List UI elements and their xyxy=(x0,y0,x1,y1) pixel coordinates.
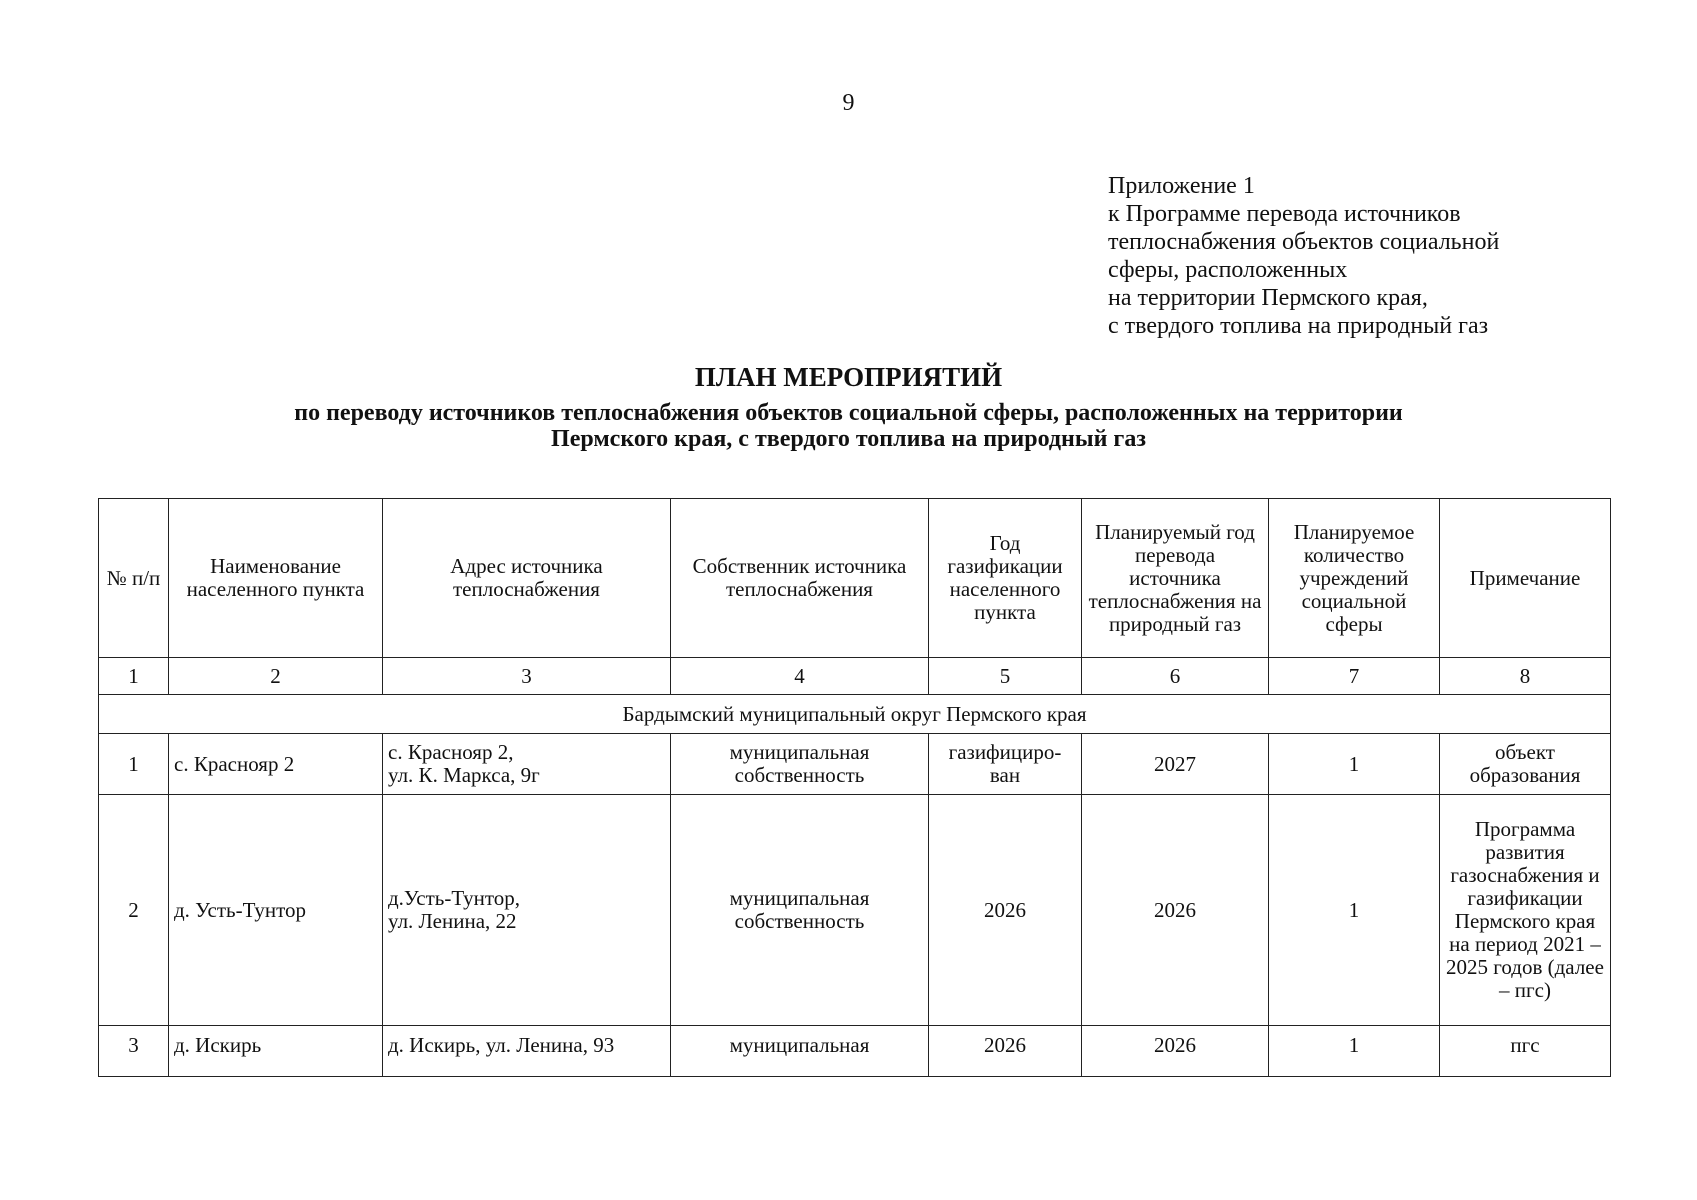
header-num: № п/п xyxy=(99,499,169,658)
appendix-line: к Программе перевода источников xyxy=(1108,201,1461,227)
header-count: Планируемое количество учреждений социальной сферы xyxy=(1269,499,1440,658)
appendix-line: на территории Пермского края, xyxy=(1108,285,1428,311)
column-number: 6 xyxy=(1082,658,1269,695)
row-num: 2 xyxy=(99,795,169,1026)
group-row xyxy=(99,695,1611,734)
gas-year-line: ван xyxy=(989,763,1021,787)
column-number-row xyxy=(99,658,1611,695)
row-note: объект образования xyxy=(1440,734,1611,795)
subtitle-line: Пермского края, с твердого топлива на природный газ xyxy=(551,426,1146,452)
column-number: 1 xyxy=(99,658,169,695)
appendix-block xyxy=(1108,172,1499,340)
row-count: 1 xyxy=(1269,734,1440,795)
column-number: 5 xyxy=(929,658,1082,695)
address-line: ул. К. Маркса, 9г xyxy=(388,763,540,787)
address-line: ул. Ленина, 22 xyxy=(388,909,517,933)
header-settlement: Наименование населенного пункта xyxy=(169,499,383,658)
page-number: 9 xyxy=(842,90,855,116)
column-number: 7 xyxy=(1269,658,1440,695)
header-plan-year: Планируемый год перевода источника теплоснабжения на природный газ xyxy=(1082,499,1269,658)
row-address xyxy=(383,734,671,795)
document-subtitle xyxy=(160,400,1537,452)
appendix-line: Приложение 1 xyxy=(1108,173,1255,199)
appendix-line: с твердого топлива на природный газ xyxy=(1108,313,1489,339)
document-title: ПЛАН МЕРОПРИЯТИЙ xyxy=(694,362,1003,392)
address-line: д.Усть-Тунтор, xyxy=(388,886,521,910)
header-note: Примечание xyxy=(1440,499,1611,658)
row-plan-year: 2026 xyxy=(1082,1026,1269,1077)
address-line: с. Краснояр 2, xyxy=(388,740,514,764)
row-plan-year: 2027 xyxy=(1082,734,1269,795)
row-owner: муниципальная собственность xyxy=(671,734,929,795)
appendix-line: сферы, расположенных xyxy=(1108,257,1348,283)
row-gas-year: 2026 xyxy=(929,795,1082,1026)
plan-table xyxy=(98,498,1611,1077)
row-num: 1 xyxy=(99,734,169,795)
column-number: 2 xyxy=(169,658,383,695)
row-owner: муниципальная xyxy=(671,1026,929,1077)
table-row xyxy=(99,795,1611,1026)
row-plan-year: 2026 xyxy=(1082,795,1269,1026)
row-owner: муниципальная собственность xyxy=(671,795,929,1026)
row-count: 1 xyxy=(1269,1026,1440,1077)
row-note: пгс xyxy=(1440,1026,1611,1077)
column-number: 8 xyxy=(1440,658,1611,695)
table-row xyxy=(99,1026,1611,1077)
row-address xyxy=(383,795,671,1026)
group-title: Бардымский муниципальный округ Пермского края xyxy=(99,695,1611,734)
subtitle-line: по переводу источников теплоснабжения объектов социальной сферы, расположенных на территории xyxy=(294,400,1403,426)
table-row xyxy=(99,734,1611,795)
row-num: 3 xyxy=(99,1026,169,1077)
appendix-line: теплоснабжения объектов социальной xyxy=(1108,229,1500,255)
header-row xyxy=(99,499,1611,658)
row-gas-year: 2026 xyxy=(929,1026,1082,1077)
row-gas-year xyxy=(929,734,1082,795)
gas-year-line: газифициро- xyxy=(948,740,1062,764)
row-address: д. Искирь, ул. Ленина, 93 xyxy=(383,1026,671,1077)
header-gas-year: Год газификации населенного пункта xyxy=(929,499,1082,658)
column-number: 4 xyxy=(671,658,929,695)
row-note: Программа развития газоснабжения и газификации Пермского края на период 2021 – 2025 годов (далее – пгс) xyxy=(1440,795,1611,1026)
header-owner: Собственник источника теплоснабжения xyxy=(671,499,929,658)
row-settlement: с. Краснояр 2 xyxy=(169,734,383,795)
column-number: 3 xyxy=(383,658,671,695)
row-settlement: д. Искирь xyxy=(169,1026,383,1077)
row-settlement: д. Усть-Тунтор xyxy=(169,795,383,1026)
header-address: Адрес источника теплоснабжения xyxy=(383,499,671,658)
row-count: 1 xyxy=(1269,795,1440,1026)
